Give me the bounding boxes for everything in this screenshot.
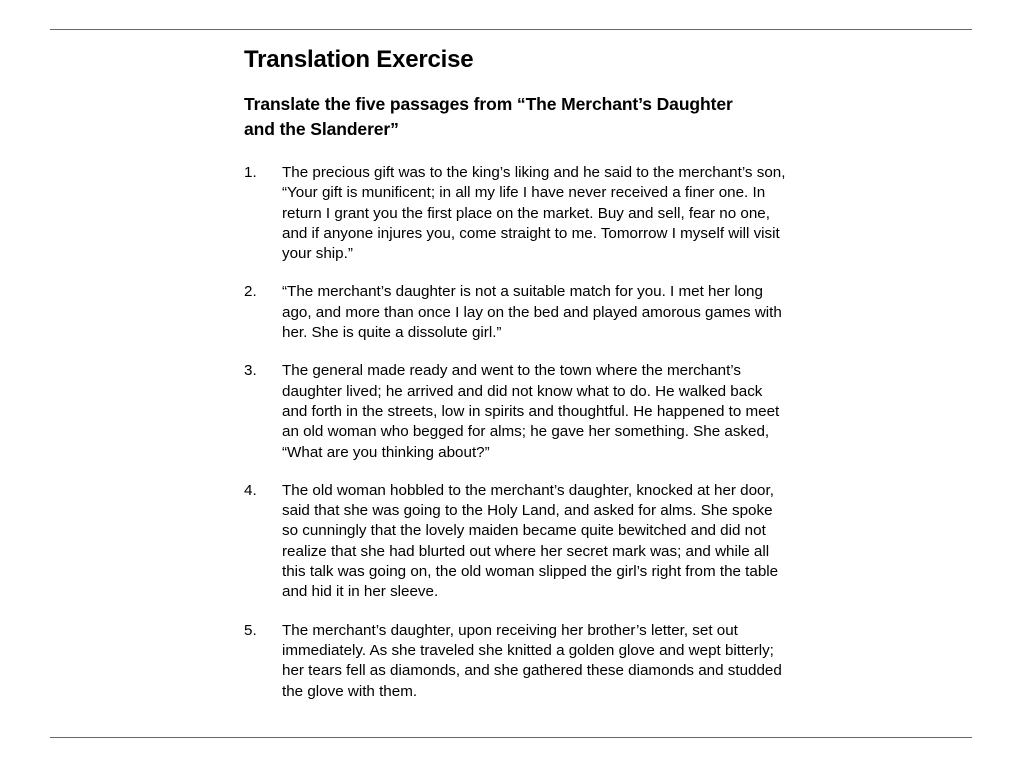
page-subtitle: Translate the five passages from “The Merchant’s Daughter and the Slanderer” <box>244 94 733 139</box>
top-divider <box>50 29 972 30</box>
document-body <box>244 44 804 720</box>
passage-item-5 <box>244 621 787 702</box>
passage-list <box>244 163 804 702</box>
passage-text: The old woman hobbled to the merchant’s daughter, knocked at her door, said that she was going to the Holy Land, and asked for alms. She spoke so cunningly that the lovely maiden became quite bewitched and did not realize that she had blurted out where her secret mark was; and while all this talk was going on, the old woman slipped the girl’s right from the table and hid it in her sleeve. <box>282 481 779 601</box>
passage-number: 2. <box>244 283 257 301</box>
passage-number: 3. <box>244 362 257 380</box>
passage-item-1 <box>244 163 787 264</box>
passage-number: 1. <box>244 164 257 181</box>
passage-item-2 <box>244 282 787 343</box>
passage-text: “The merchant’s daughter is not a suitable match for you. I met her long ago, and more than once I lay on the bed and played amorous games with her. She is quite a dissolute girl.” <box>282 283 782 342</box>
bottom-divider <box>50 737 972 738</box>
passage-text: The merchant’s daughter, upon receiving her brother’s letter, set out immediately. As she traveled she knitted a golden glove and wept bitterly; her tears fell as diamonds, and she gathered these diamonds and studded the glove with them. <box>282 621 782 700</box>
passage-text: The general made ready and went to the town where the merchant’s daughter lived; he arrived and did not know what to do. He walked back and forth in the streets, low in spirits and thoughtful. He happened to meet an old woman who begged for alms; he gave her something. She asked, “What are you thinking about?” <box>282 362 780 461</box>
passage-item-4 <box>244 481 787 603</box>
page-title: Translation Exercise <box>244 46 474 73</box>
passage-number: 4. <box>244 481 257 499</box>
passage-text: The precious gift was to the king’s liking and he said to the merchant’s son, “Your gift is munificent; in all my life I have never received a finer one. In return I grant you the first place on the market. Buy and sell, fear no one, and if anyone injures you, come straight to me. Tomorrow I myself will visit your ship.” <box>282 164 786 263</box>
passage-number: 5. <box>244 621 257 639</box>
passage-item-3 <box>244 361 787 462</box>
